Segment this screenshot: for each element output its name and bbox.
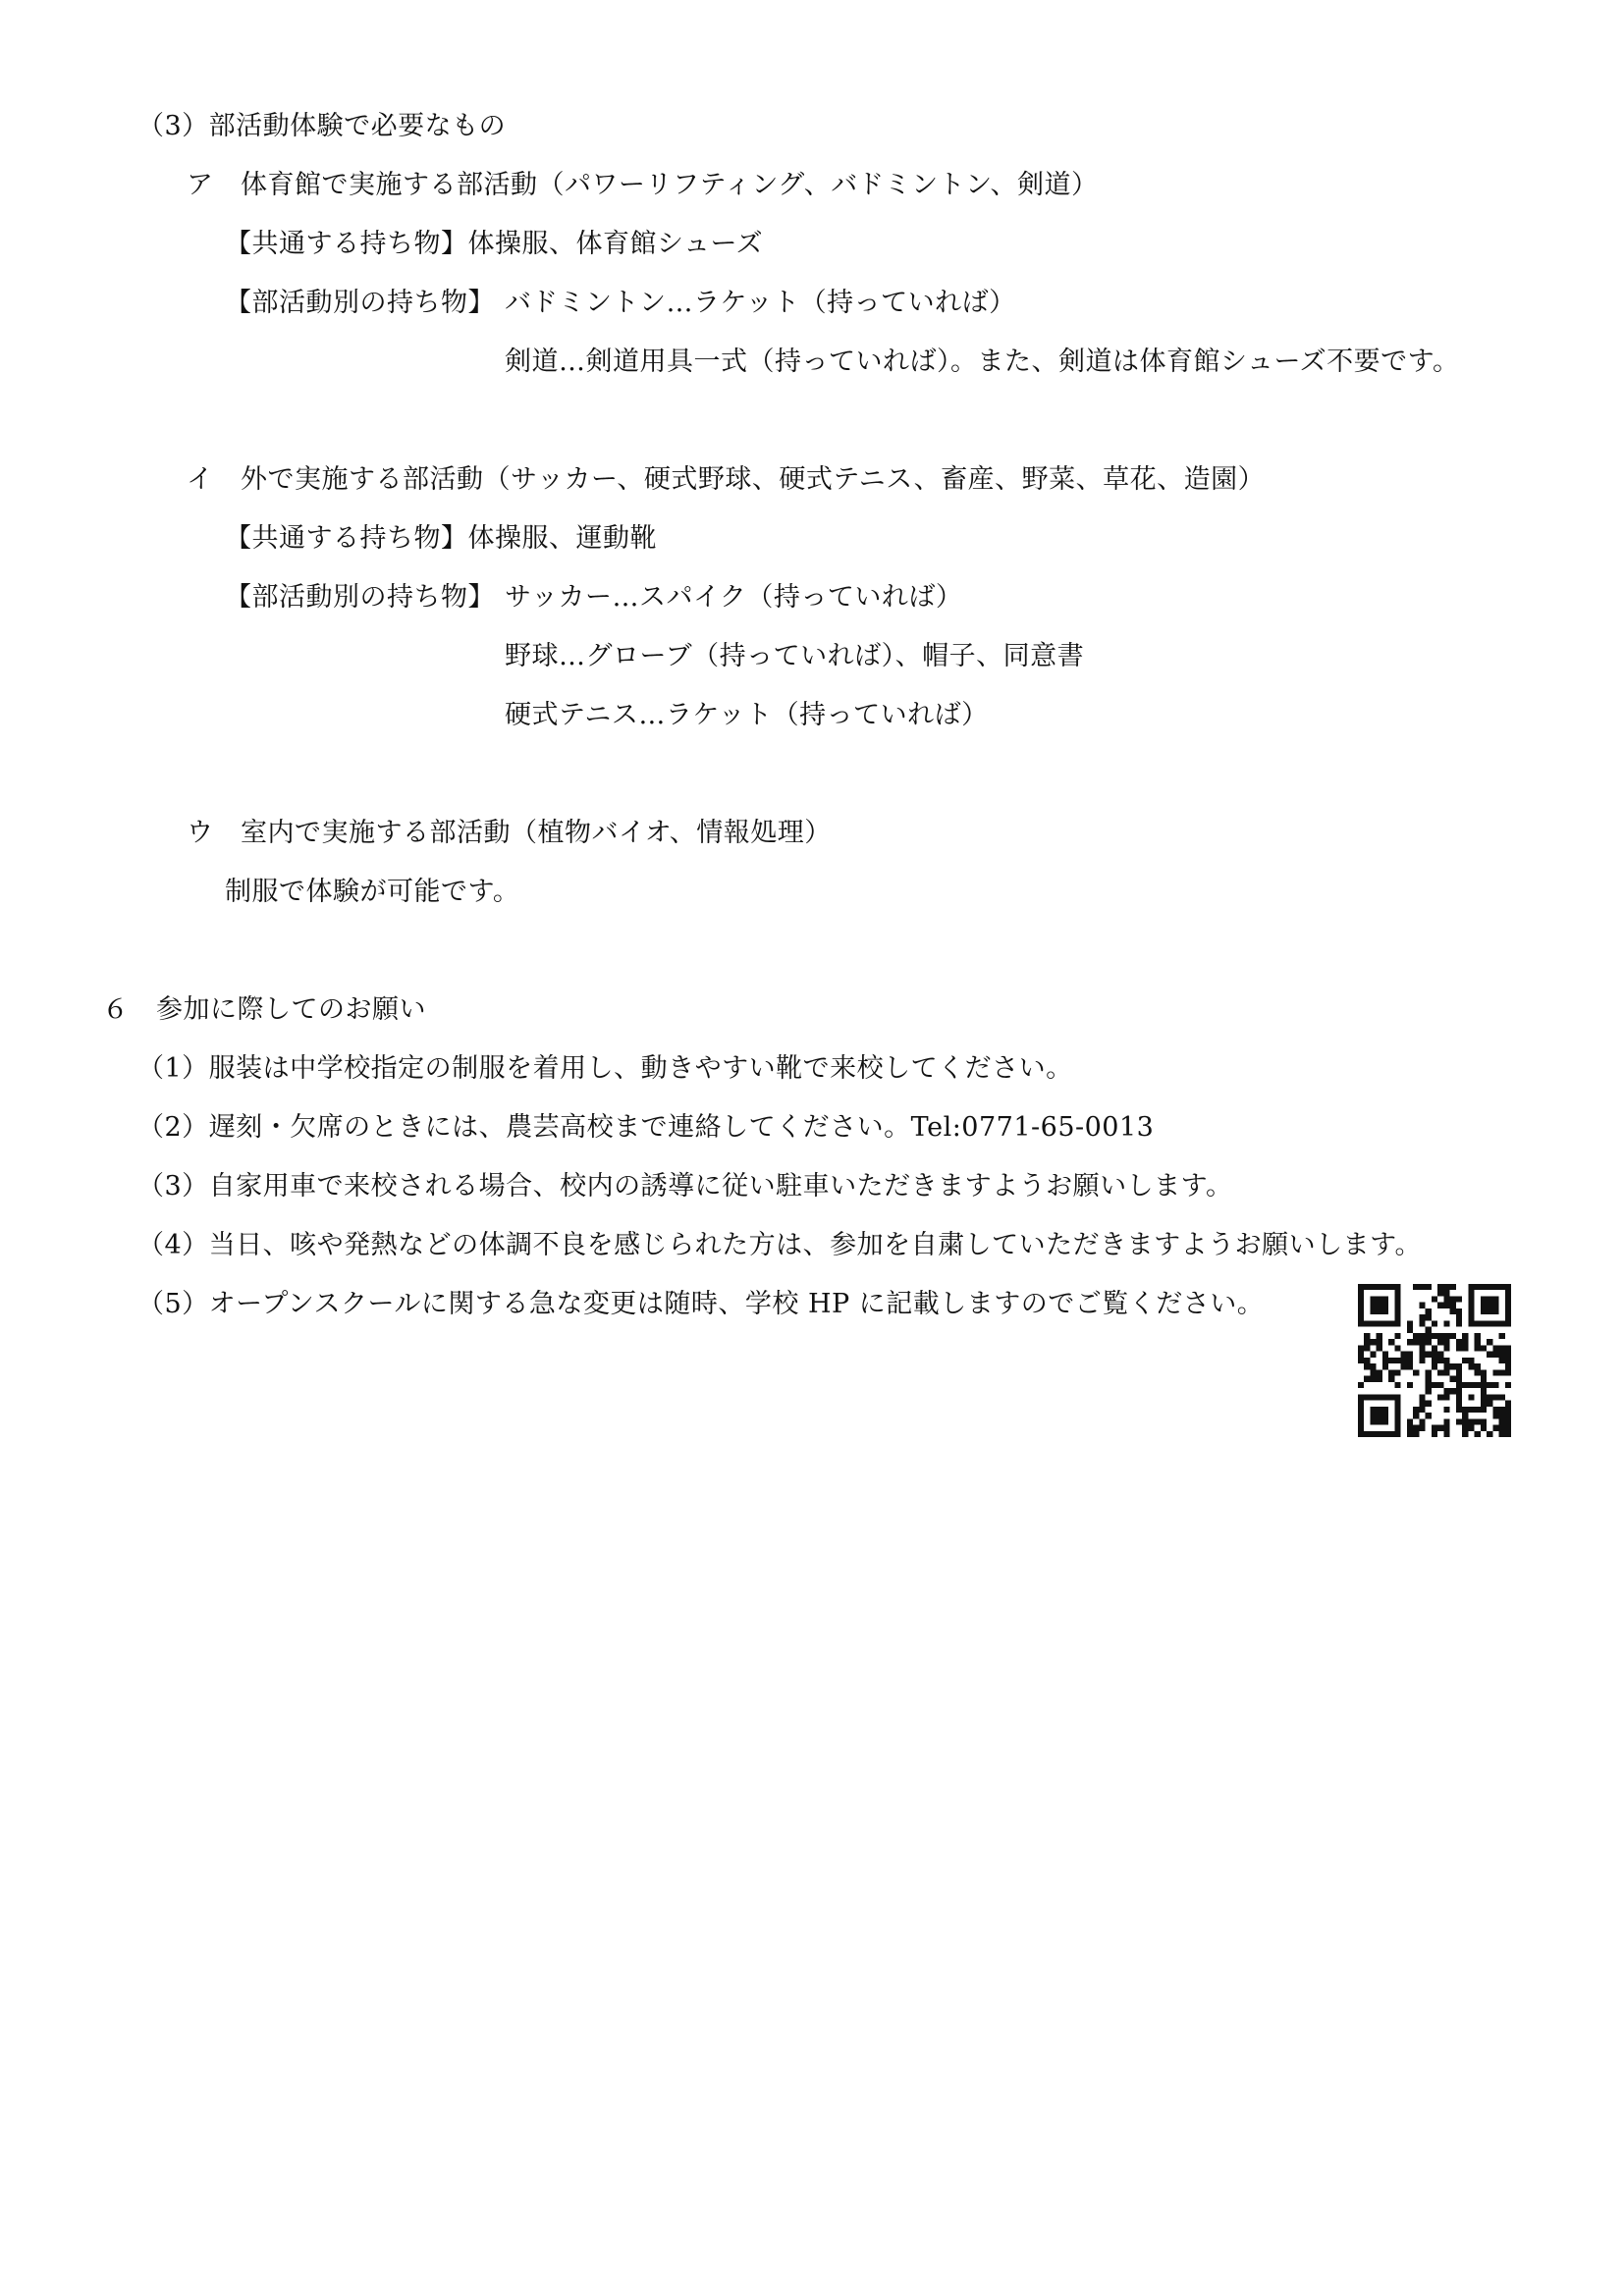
section-b-common-items: 【共通する持ち物】体操服、運動靴 [225, 523, 657, 554]
section-b-specific-label: 【部活動別の持ち物】 [225, 582, 495, 613]
section-3-heading: （3）部活動体験で必要なもの [137, 111, 507, 141]
request-item: （4）当日、咳や発熱などの体調不良を感じられた方は、参加を自粛していただきますようお願いします。 [137, 1230, 1423, 1260]
qr-code-icon[interactable] [1358, 1284, 1511, 1437]
request-item: （3）自家用車で来校される場合、校内の誘導に従い駐車いただきますようお願いします。 [137, 1171, 1233, 1201]
request-item: （5）オープンスクールに関する急な変更は随時、学校 HP に記載しますのでご覧ください。 [137, 1289, 1265, 1319]
section-a-common-items: 【共通する持ち物】体操服、体育館シューズ [225, 229, 764, 259]
request-item: （1）服装は中学校指定の制服を着用し、動きやすい靴で来校してください。 [137, 1053, 1073, 1084]
section-c-heading: ウ 室内で実施する部活動（植物バイオ、情報処理） [187, 818, 832, 848]
section-a-specific-item: 剣道…剣道用具一式（持っていれば）。また、剣道は体育館シューズ不要です。 [505, 347, 1460, 377]
section-b-heading: イ 外で実施する部活動（サッカー、硬式野球、硬式テニス、畜産、野菜、草花、造園） [187, 464, 1266, 495]
section-b-specific-item: 硬式テニス…ラケット（持っていれば） [505, 700, 989, 730]
section-b-specific-item: 野球…グローブ（持っていれば）、帽子、同意書 [505, 641, 1085, 671]
section-a-specific-label: 【部活動別の持ち物】 [225, 288, 495, 318]
section-a-heading: ア 体育館で実施する部活動（パワーリフティング、バドミントン、剣道） [187, 170, 1099, 200]
section-a-specific-item: バドミントン…ラケット（持っていれば） [505, 288, 1016, 318]
request-item: （2）遅刻・欠席のときには、農芸高校まで連絡してください。Tel:0771-65-0013 [137, 1112, 1155, 1143]
section-b-specific-item: サッカー…スパイク（持っていれば） [505, 582, 963, 613]
section-c-note: 制服で体験が可能です。 [225, 877, 520, 907]
section-6-heading: ６ 参加に際してのお願い [102, 994, 426, 1025]
